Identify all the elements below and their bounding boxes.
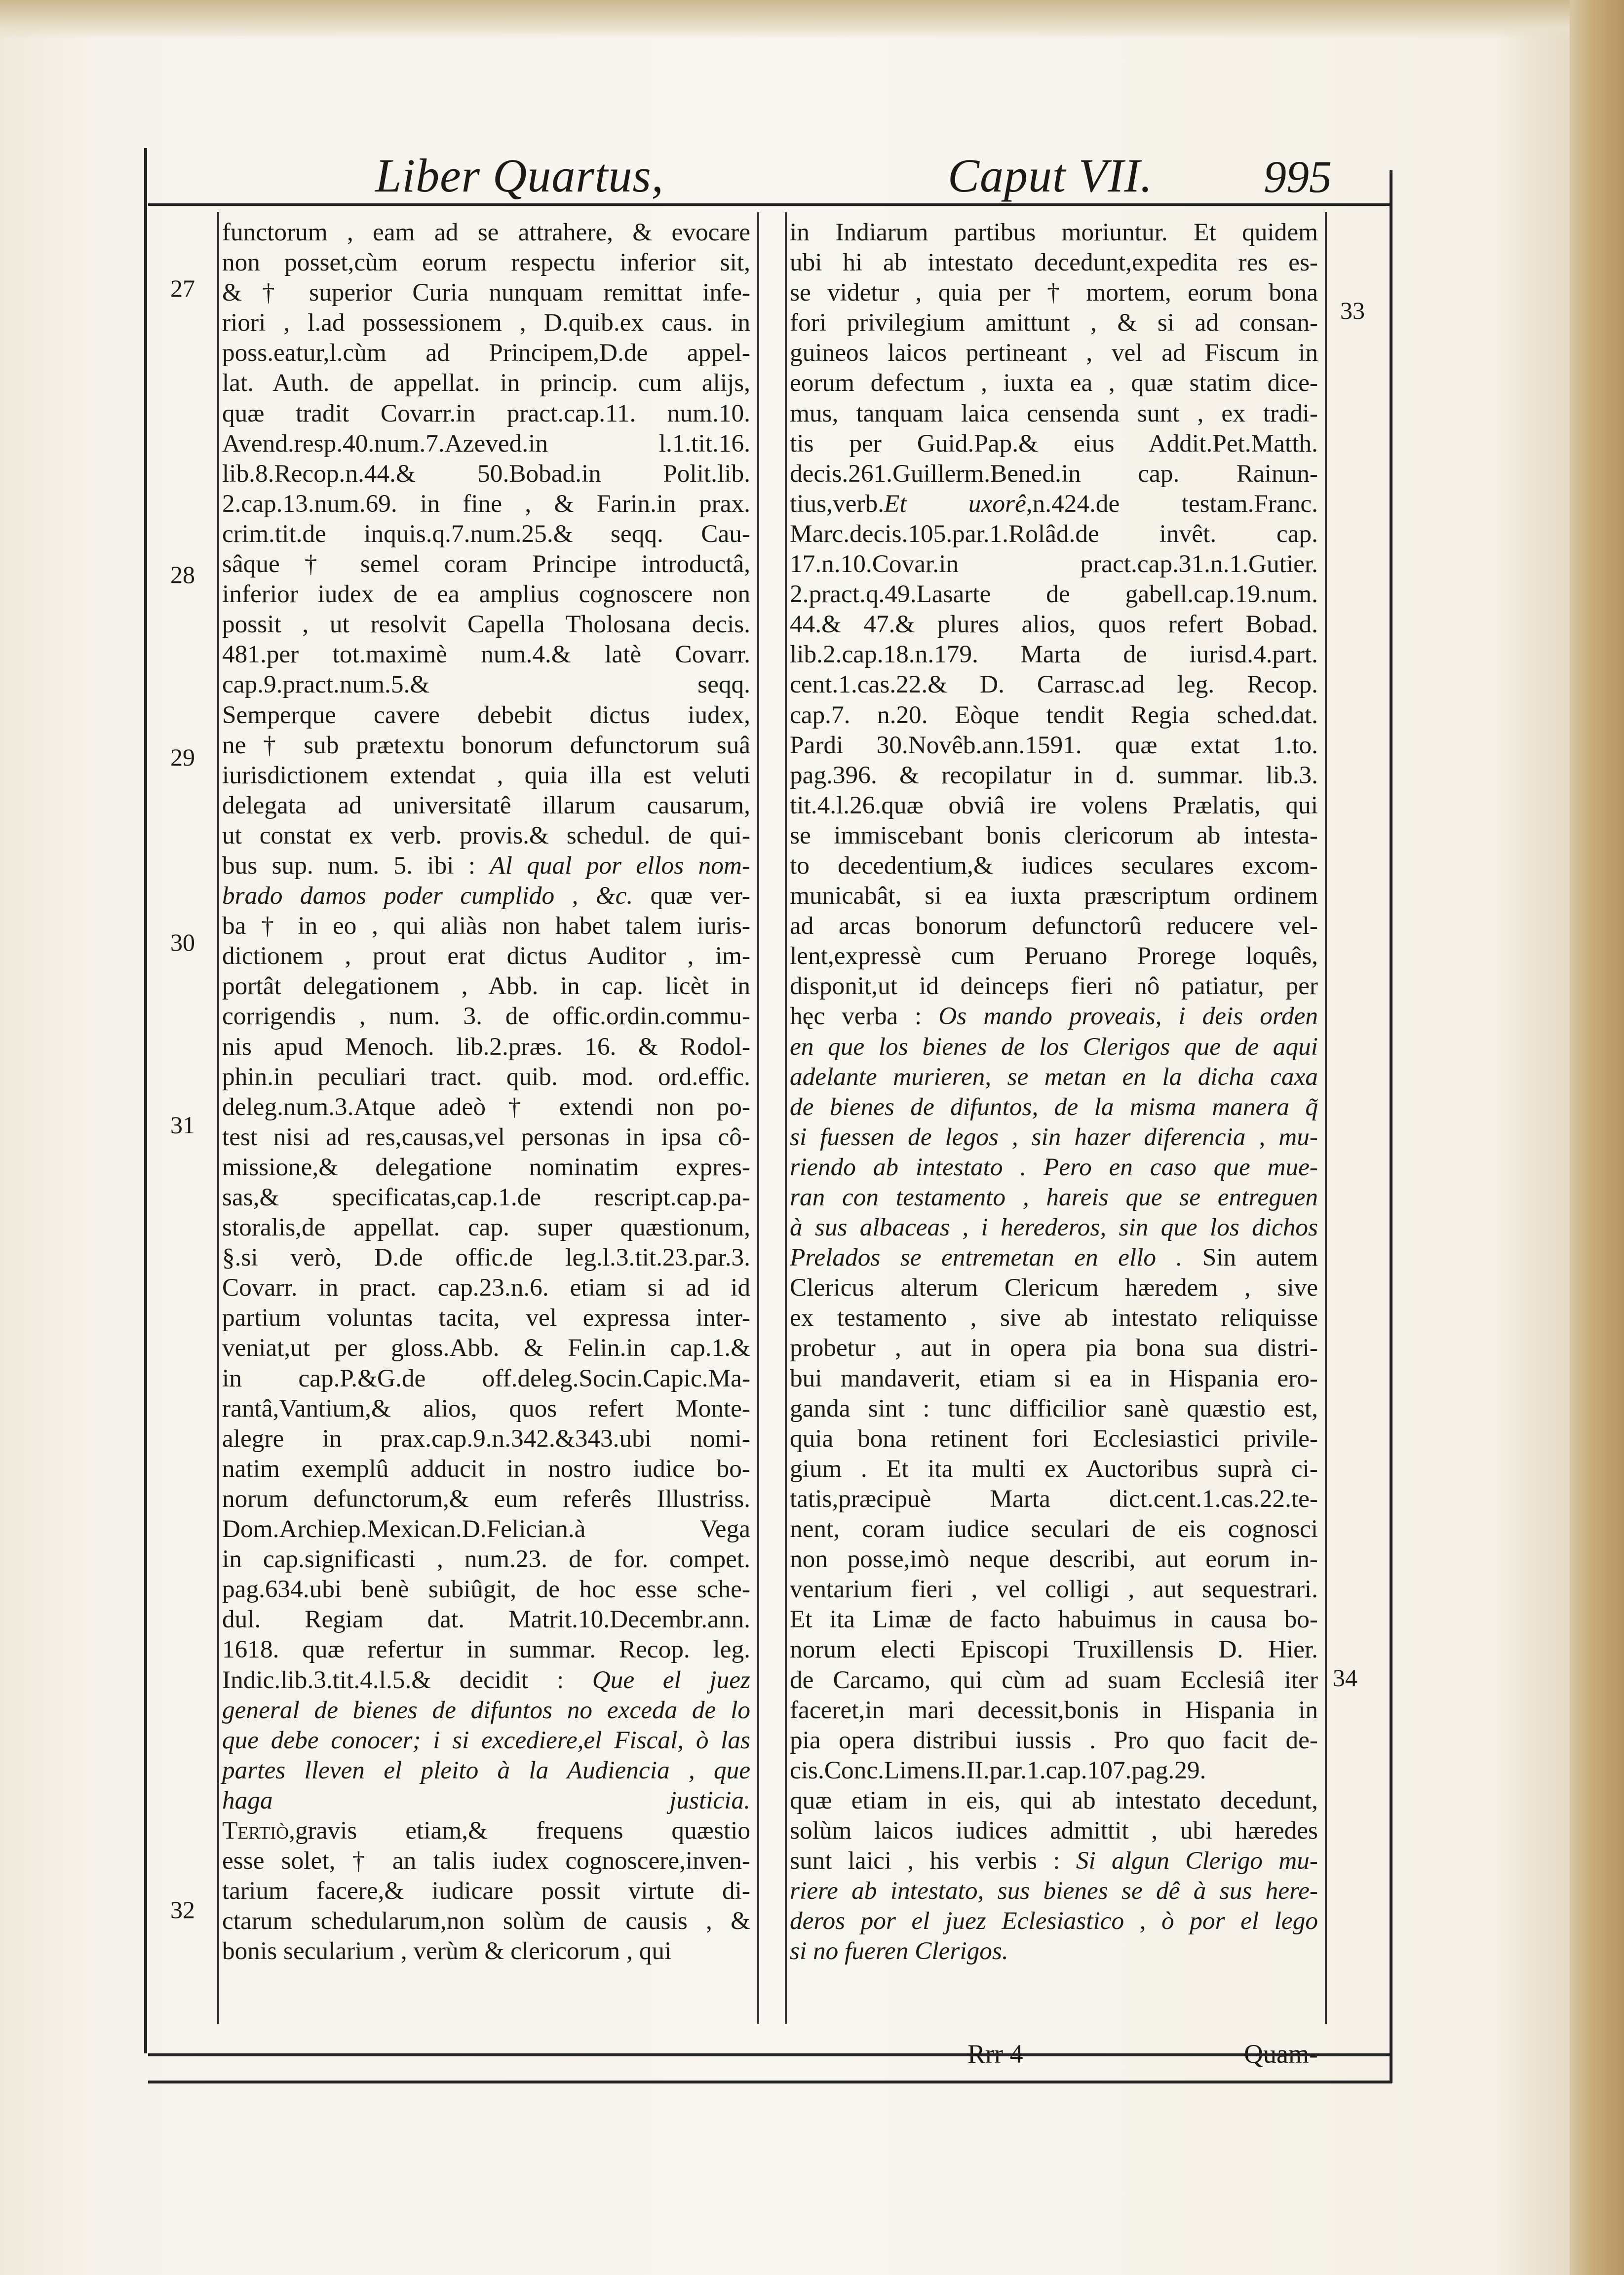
text-line xyxy=(222,820,750,850)
text-run: 1618. quæ refertur in summar. Recop. leg. xyxy=(222,1635,750,1664)
text-line xyxy=(222,1152,750,1182)
text-run: faceret,in mari decessit,bonis in Hispania in xyxy=(790,1696,1318,1724)
text-line xyxy=(222,549,750,579)
text-line xyxy=(222,277,750,308)
text-run: gium . Et ita multi ex Auctoribus suprà ci- xyxy=(790,1454,1318,1483)
text-run: ,gravis etiam,& frequens quæstio xyxy=(289,1816,750,1845)
text-run: sas,& specificatas,cap.1.de rescript.cap.pa- xyxy=(222,1183,750,1211)
text-run: nis apud Menoch. lib.2.præs. 16. & Rodol- xyxy=(222,1032,750,1061)
text-run: 2.pract.q.49.Lasarte de gabell.cap.19.num. xyxy=(790,580,1318,609)
italic-text: Si algun Clerigo mu- xyxy=(1076,1847,1318,1875)
text-line xyxy=(790,368,1318,398)
text-line xyxy=(790,1695,1318,1725)
text-line xyxy=(790,790,1318,820)
text-line xyxy=(222,700,750,730)
text-run: missione,& delegatione nominatim expres- xyxy=(222,1153,750,1181)
left-column-text xyxy=(222,217,750,1966)
text-run: §.si verò, D.de offic.de leg.l.3.tit.23.par.3. xyxy=(222,1243,750,1272)
text-line xyxy=(790,1544,1318,1574)
text-line xyxy=(790,941,1318,971)
text-run: de Carcamo, qui cùm ad suam Ecclesiâ iter xyxy=(790,1665,1318,1694)
text-run: Avend.resp.40.num.7.Azeved.in l.1.tit.16. xyxy=(222,429,750,458)
text-line xyxy=(222,1544,750,1574)
text-run: ne † sub prætextu bonorum defunctorum suâ xyxy=(222,731,750,759)
text-line xyxy=(790,1846,1318,1876)
text-run: sunt laici , his verbis : xyxy=(790,1847,1076,1875)
text-run: lent,expressè cum Peruano Prorege loquês, xyxy=(790,942,1318,970)
right-column-text xyxy=(790,217,1318,1966)
text-run: eorum defectum , iuxta ea , quæ statim dice- xyxy=(790,369,1318,397)
running-head-chapter: Caput VII. xyxy=(948,149,1153,202)
text-run: norum electi Episcopi Truxillensis D. Hier. xyxy=(790,1635,1318,1664)
text-line xyxy=(222,1906,750,1936)
text-run: tit.4.l.26.quæ obviâ ire volens Prælatis, qui xyxy=(790,791,1318,819)
text-line xyxy=(790,700,1318,730)
text-run: cent.1.cas.22.& D. Carrasc.ad leg. Recop. xyxy=(790,670,1318,699)
text-run: pia opera distribui iussis . Pro quo facit de- xyxy=(790,1726,1318,1754)
text-line xyxy=(790,1182,1318,1212)
text-run: corrigendis , num. 3. de offic.ordin.commu- xyxy=(222,1002,750,1031)
text-line xyxy=(790,1092,1318,1122)
italic-text: haga justicia. xyxy=(222,1786,750,1814)
text-line xyxy=(222,338,750,368)
text-line xyxy=(222,1182,750,1212)
margin-note-number: 28 xyxy=(170,561,195,588)
text-run: municabât, si ea iuxta præscriptum ordinem xyxy=(790,882,1318,910)
text-line xyxy=(222,971,750,1001)
text-run: ut constat ex verb. provis.& schedul. de qui- xyxy=(222,821,750,849)
italic-text: ran con testamento , hareis que se entreguen xyxy=(790,1183,1318,1211)
text-line xyxy=(790,1062,1318,1092)
text-run: ,n.424.de testam.Franc. xyxy=(1026,489,1318,518)
text-line xyxy=(790,459,1318,489)
text-line xyxy=(222,1815,750,1846)
italic-text: deros por el juez Eclesiastico , ò por el lego xyxy=(790,1907,1318,1935)
text-run: alegre in prax.cap.9.n.342.&343.ubi nomi- xyxy=(222,1424,750,1453)
text-line xyxy=(222,850,750,881)
text-run: 481.per tot.maximè num.4.& latè Covarr. xyxy=(222,640,750,669)
text-line xyxy=(790,881,1318,911)
text-run: tis per Guid.Pap.& eius Addit.Pet.Matth. xyxy=(790,429,1318,458)
text-line xyxy=(222,1001,750,1031)
text-run: mus, tanquam laica censenda sunt , ex tradi- xyxy=(790,399,1318,427)
text-line xyxy=(790,1604,1318,1634)
text-line xyxy=(222,1665,750,1695)
text-run: quæ ver- xyxy=(633,882,750,910)
text-line xyxy=(222,1122,750,1152)
text-run: fori privilegium amittunt , & si ad consan- xyxy=(790,308,1318,337)
page-fore-edge xyxy=(1570,0,1624,2275)
text-run: cap.9.pract.num.5.& seqq. xyxy=(222,670,750,699)
text-line xyxy=(790,1393,1318,1424)
text-run: ad arcas bonorum defunctorû reducere vel- xyxy=(790,912,1318,940)
text-run: ctarum schedularum,non solùm de causis , & xyxy=(222,1907,750,1935)
text-run: cis.Conc.Limens.II.par.1.cap.107.pag.29. xyxy=(790,1756,1206,1784)
text-line xyxy=(790,1032,1318,1062)
text-run: lib.8.Recop.n.44.& 50.Bobad.in Polit.lib. xyxy=(222,459,750,488)
page-top-edge xyxy=(0,0,1624,39)
text-line xyxy=(790,1574,1318,1604)
text-run: tius,verb. xyxy=(790,489,884,518)
text-line xyxy=(790,1363,1318,1393)
text-line xyxy=(222,1484,750,1514)
text-line xyxy=(790,1755,1318,1785)
text-run: hęc verba : xyxy=(790,1002,939,1031)
text-line xyxy=(790,1634,1318,1664)
text-line xyxy=(790,1272,1318,1303)
text-run: rantâ,Vantium,& alios, quos refert Monte- xyxy=(222,1394,750,1423)
text-line xyxy=(790,1454,1318,1484)
text-line xyxy=(222,1363,750,1393)
text-run: Indic.lib.3.tit.4.l.5.& decidit : xyxy=(222,1665,592,1694)
text-line xyxy=(790,760,1318,790)
text-run: deleg.num.3.Atque adeò † extendi non po- xyxy=(222,1092,750,1121)
text-line xyxy=(222,459,750,489)
text-run: Clericus alterum Clericum hæredem , sive xyxy=(790,1273,1318,1302)
text-run: crim.tit.de inquis.q.7.num.25.& seqq. Cau- xyxy=(222,519,750,548)
catchword: Quam- xyxy=(1244,2039,1318,2069)
text-run: delegata ad universitatê illarum causarum, xyxy=(222,791,750,819)
text-run: bui mandaverit, etiam si ea in Hispania ero- xyxy=(790,1364,1318,1392)
text-line xyxy=(790,730,1318,760)
text-run: Semperque cavere debebit dictus iudex, xyxy=(222,700,750,729)
header-rule xyxy=(148,203,1392,206)
margin-note-number: 34 xyxy=(1333,1664,1357,1692)
text-run: functorum , eam ad se attrahere, & evocare xyxy=(222,218,750,246)
text-run: ventarium fieri , vel colligi , aut sequestrari. xyxy=(790,1575,1318,1604)
text-run: esse solet, † an talis iudex cognoscere,inven- xyxy=(222,1847,750,1875)
text-line xyxy=(222,1393,750,1424)
italic-text: en que los bienes de los Clerigos que de aqui xyxy=(790,1032,1318,1061)
italic-text: à sus albaceas , i herederos, sin que los dichos xyxy=(790,1213,1318,1242)
text-run: sâque † semel coram Principe introductâ, xyxy=(222,550,750,578)
text-line xyxy=(222,1846,750,1876)
margin-note-number: 32 xyxy=(170,1896,195,1924)
italic-text: adelante murieren, se metan en la dicha caxa xyxy=(790,1062,1318,1091)
text-line xyxy=(222,1092,750,1122)
text-line xyxy=(222,1604,750,1634)
text-line xyxy=(790,1514,1318,1544)
text-line xyxy=(222,1574,750,1604)
text-run: se videtur , quia per † mortem, eorum bona xyxy=(790,278,1318,307)
text-run: partium voluntas tacita, vel expressa inter- xyxy=(222,1304,750,1332)
text-line xyxy=(790,1725,1318,1755)
text-run: Marc.decis.105.par.1.Rolâd.de invêt. cap. xyxy=(790,519,1318,548)
text-run: ba † in eo , qui aliàs non habet talem iuris- xyxy=(222,912,750,940)
margin-note-number: 33 xyxy=(1340,297,1365,324)
text-run: Covarr. in pract. cap.23.n.6. etiam si ad id xyxy=(222,1273,750,1302)
margin-note-number: 30 xyxy=(170,928,195,956)
text-line xyxy=(222,760,750,790)
text-line xyxy=(790,549,1318,579)
text-run: Tertiò xyxy=(222,1816,289,1845)
text-line xyxy=(790,338,1318,368)
text-line xyxy=(222,1785,750,1815)
italic-text: Al qual por ellos nom- xyxy=(490,851,750,880)
text-line xyxy=(222,1695,750,1725)
text-line xyxy=(222,1062,750,1092)
italic-text: que debe conocer; i si excediere,el Fiscal, ò las xyxy=(222,1726,750,1754)
text-line xyxy=(790,217,1318,247)
margin-note-number: 27 xyxy=(170,274,195,302)
text-run: solùm laicos iudices admittit , ubi hæredes xyxy=(790,1816,1318,1845)
text-line xyxy=(790,971,1318,1001)
footer-rule xyxy=(148,2081,1392,2083)
text-line xyxy=(222,1242,750,1272)
text-line xyxy=(790,911,1318,941)
italic-text: brado damos poder cumplido , &c. xyxy=(222,882,633,910)
text-line xyxy=(222,247,750,277)
text-line xyxy=(790,1936,1318,1966)
text-line xyxy=(790,247,1318,277)
text-line xyxy=(222,489,750,519)
text-line xyxy=(222,398,750,428)
italic-text: general de bienes de difuntos no exceda de lo xyxy=(222,1696,750,1724)
italic-text: Et uxorê xyxy=(884,489,1026,518)
text-run: test nisi ad res,causas,vel personas in ipsa cô- xyxy=(222,1122,750,1151)
text-line xyxy=(222,1755,750,1785)
text-run: veniat,ut per gloss.Abb. & Felin.in cap.1.& xyxy=(222,1334,750,1362)
text-line xyxy=(790,1876,1318,1906)
text-line xyxy=(790,308,1318,338)
text-run: norum defunctorum,& eum referês Illustriss. xyxy=(222,1484,750,1513)
text-line xyxy=(790,489,1318,519)
italic-text: Que el juez xyxy=(592,1665,750,1694)
text-line xyxy=(222,1212,750,1242)
italic-text: de bienes de difuntos, de la misma manera q̃ xyxy=(790,1092,1318,1121)
italic-text: Os mando proveais, i deis orden xyxy=(938,1002,1318,1031)
text-line xyxy=(222,428,750,459)
text-run: ubi hi ab intestato decedunt,expedita res es- xyxy=(790,248,1318,277)
text-run: Dom.Archiep.Mexican.D.Felician.à Vega xyxy=(222,1515,750,1543)
text-line xyxy=(222,911,750,941)
text-line xyxy=(222,1936,750,1966)
text-line xyxy=(222,519,750,549)
margin-note-number: 31 xyxy=(170,1111,195,1139)
text-run: non posset,cùm eorum respectu inferior sit, xyxy=(222,248,750,277)
text-line xyxy=(222,1454,750,1484)
text-run: quia bona retinent fori Ecclesiastici privile- xyxy=(790,1424,1318,1453)
text-line xyxy=(222,881,750,911)
text-run: bus sup. num. 5. ibi : xyxy=(222,851,490,880)
text-run: ex testamento , sive ab intestato reliquisse xyxy=(790,1304,1318,1332)
text-run: nent, coram iudice seculari de eis cognosci xyxy=(790,1515,1318,1543)
text-line xyxy=(222,1272,750,1303)
text-line xyxy=(790,820,1318,850)
text-run: bonis secularium , verùm & clericorum , qui xyxy=(222,1937,672,1966)
text-line xyxy=(790,428,1318,459)
text-line xyxy=(222,579,750,609)
text-line xyxy=(222,217,750,247)
text-run: 17.n.10.Covar.in pract.cap.31.n.1.Gutier. xyxy=(790,550,1318,578)
text-run: non posse,imò neque describi, aut eorum in- xyxy=(790,1545,1318,1574)
text-run: portât delegationem , Abb. in cap. licèt in xyxy=(222,972,750,1001)
text-run: lib.2.cap.18.n.179. Marta de iurisd.4.part. xyxy=(790,640,1318,669)
signature-mark: Rrr 4 xyxy=(967,2039,1023,2069)
text-run: tatis,præcipuè Marta dict.cent.1.cas.22.te- xyxy=(790,1484,1318,1513)
text-line xyxy=(790,1212,1318,1242)
text-line xyxy=(222,609,750,639)
text-line xyxy=(222,1725,750,1755)
frame-bottom-rule xyxy=(148,2053,1392,2056)
text-line xyxy=(790,1424,1318,1454)
text-run: guineos laicos pertineant , vel ad Fiscum in xyxy=(790,339,1318,367)
text-run: lat. Auth. de appellat. in princip. cum alijs, xyxy=(222,369,750,397)
text-line xyxy=(790,1001,1318,1031)
text-run: Sin autem xyxy=(1182,1243,1318,1272)
text-run: possit , ut resolvit Capella Tholosana decis. xyxy=(222,610,750,639)
text-line xyxy=(222,730,750,760)
text-line xyxy=(222,1032,750,1062)
frame-right-rule xyxy=(1390,170,1392,2083)
text-line xyxy=(790,1484,1318,1514)
italic-text: Prelados se entremetan en ello . xyxy=(790,1243,1183,1272)
text-line xyxy=(790,1785,1318,1815)
text-line xyxy=(790,398,1318,428)
text-line xyxy=(790,1665,1318,1695)
text-run: tarium facere,& iudicare possit virtute di- xyxy=(222,1877,750,1905)
text-line xyxy=(790,1906,1318,1936)
text-run: in cap.P.&G.de off.deleg.Socin.Capic.Ma- xyxy=(222,1364,750,1392)
text-line xyxy=(222,1424,750,1454)
text-run: in cap.significasti , num.23. de for. compet. xyxy=(222,1545,750,1574)
italic-text: partes lleven el pleito à la Audiencia , que xyxy=(222,1756,750,1784)
text-line xyxy=(790,1122,1318,1152)
running-head-book: Liber Quartus, xyxy=(375,149,664,202)
text-run: & † superior Curia nunquam remittat infe- xyxy=(222,278,750,307)
text-run: quæ tradit Covarr.in pract.cap.11. num.10. xyxy=(222,399,750,427)
text-line xyxy=(790,1303,1318,1333)
text-line xyxy=(790,850,1318,881)
text-line xyxy=(790,609,1318,639)
text-line xyxy=(222,1514,750,1544)
text-line xyxy=(222,669,750,699)
text-run: poss.eatur,l.cùm ad Principem,D.de appel- xyxy=(222,339,750,367)
text-run: disponit,ut id deinceps fieri nô patiatur, per xyxy=(790,972,1318,1001)
text-run: 44.& 47.& plures alios, quos refert Bobad. xyxy=(790,610,1318,639)
text-line xyxy=(790,1242,1318,1272)
text-line xyxy=(790,1333,1318,1363)
text-run: natim exemplû adducit in nostro iudice bo- xyxy=(222,1454,750,1483)
text-line xyxy=(222,1876,750,1906)
text-run: pag.396. & recopilatur in d. summar. lib.3. xyxy=(790,761,1318,789)
text-line xyxy=(790,1815,1318,1846)
text-run: pag.634.ubi benè subiûgit, de hoc esse sche- xyxy=(222,1575,750,1604)
frame-left-rule xyxy=(144,148,147,2053)
text-run: Pardi 30.Novêb.ann.1591. quæ extat 1.to. xyxy=(790,731,1318,759)
text-line xyxy=(790,639,1318,669)
text-line xyxy=(790,669,1318,699)
margin-note-number: 29 xyxy=(170,743,195,771)
italic-text: riendo ab intestato . Pero en caso que mue- xyxy=(790,1153,1318,1181)
folio-number: 995 xyxy=(1264,152,1332,202)
text-line xyxy=(222,1333,750,1363)
text-run: ganda sint : tunc difficilior sanè quæstio est, xyxy=(790,1394,1318,1423)
text-line xyxy=(222,368,750,398)
text-line xyxy=(790,1152,1318,1182)
text-line xyxy=(222,308,750,338)
text-run: to decedentium,& iudices seculares excom- xyxy=(790,851,1318,880)
text-line xyxy=(222,941,750,971)
text-line xyxy=(222,639,750,669)
text-run: in Indiarum partibus moriuntur. Et quidem xyxy=(790,218,1318,246)
text-run: Et ita Limæ de facto habuimus in causa bo- xyxy=(790,1605,1318,1634)
text-line xyxy=(222,790,750,820)
text-line xyxy=(222,1303,750,1333)
text-run: riori , l.ad possessionem , D.quib.ex caus. in xyxy=(222,308,750,337)
text-line xyxy=(790,277,1318,308)
text-run: dul. Regiam dat. Matrit.10.Decembr.ann. xyxy=(222,1605,750,1634)
text-line xyxy=(790,579,1318,609)
text-line xyxy=(790,519,1318,549)
text-run: decis.261.Guillerm.Bened.in cap. Rainun- xyxy=(790,459,1318,488)
text-run: phin.in peculiari tract. quib. mod. ord.effic. xyxy=(222,1062,750,1091)
text-run: dictionem , prout erat dictus Auditor , im- xyxy=(222,942,750,970)
italic-text: si fuessen de legos , sin hazer diferencia , mu- xyxy=(790,1122,1318,1151)
text-line xyxy=(222,1634,750,1664)
text-run: storalis,de appellat. cap. super quæstionum, xyxy=(222,1213,750,1242)
text-run: inferior iudex de ea amplius cognoscere non xyxy=(222,580,750,609)
text-run: quæ etiam in eis, qui ab intestato decedunt, xyxy=(790,1786,1318,1814)
text-run: probetur , aut in opera pia bona sua distri- xyxy=(790,1334,1318,1362)
text-run: se immiscebant bonis clericorum ab intesta- xyxy=(790,821,1318,849)
italic-text: si no fueren Clerigos. xyxy=(790,1937,1008,1966)
text-run: cap.7. n.20. Eòque tendit Regia sched.dat. xyxy=(790,700,1318,729)
text-run: 2.cap.13.num.69. in fine , & Farin.in prax. xyxy=(222,489,750,518)
text-run: iurisdictionem extendat , quia illa est veluti xyxy=(222,761,750,789)
italic-text: riere ab intestato, sus bienes se dê à sus here- xyxy=(790,1877,1318,1905)
